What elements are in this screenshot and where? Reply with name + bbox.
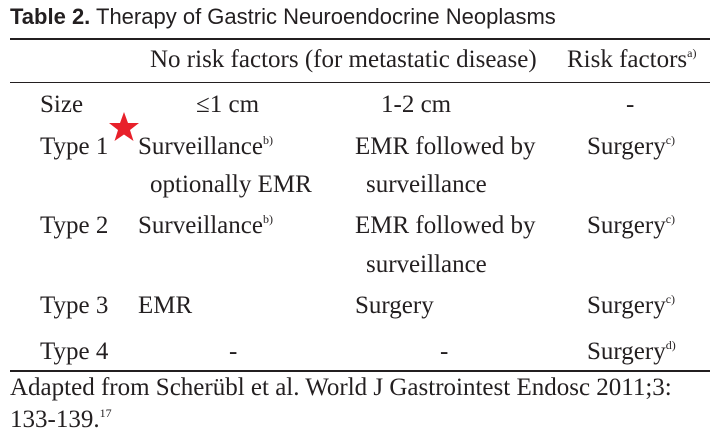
type4-col3-note: d)	[665, 338, 676, 352]
type1-col1-text: Surveillance	[138, 133, 263, 160]
top-rule	[10, 38, 710, 40]
type2-col1	[138, 207, 273, 245]
type2-col3-text: Surgery	[587, 212, 666, 239]
type2-col3-note: c)	[665, 212, 676, 226]
table-caption	[10, 4, 556, 30]
footnote-ref: 17	[99, 406, 112, 420]
header-rule	[10, 82, 710, 83]
header-risk-text: Risk factors	[567, 46, 688, 73]
caption-title: Therapy of Gastric Neuroendocrine Neoplasms	[90, 4, 556, 29]
size-col3: -	[626, 91, 635, 118]
header-no-risk	[150, 41, 537, 79]
type2-col1-note: b)	[262, 212, 273, 226]
type4-col2: -	[440, 338, 449, 365]
type2-col1-text: Surveillance	[138, 212, 263, 239]
caption-label: Table 2.	[10, 4, 91, 29]
footnote-text: Adapted from Scherübl et al. World J Gastrointest Endosc 2011;3: 133-139.	[10, 374, 672, 433]
type4-col3	[587, 333, 676, 371]
red-star-icon	[108, 111, 140, 143]
type1-col1-line2: optionally EMR	[150, 171, 312, 198]
type1-col3	[587, 128, 675, 166]
type2-col3	[587, 207, 675, 245]
type4-label: Type 4	[40, 338, 109, 365]
size-col2: 1-2 cm	[381, 91, 452, 118]
size-col1: ≤1 cm	[196, 91, 260, 118]
header-risk	[567, 41, 696, 79]
type4-col1: -	[229, 338, 238, 365]
type3-col3	[587, 287, 675, 325]
type2-label: Type 2	[40, 212, 109, 239]
type2-col2-line2: surveillance	[366, 251, 487, 278]
header-risk-note: a)	[687, 46, 697, 60]
type1-col3-text: Surgery	[587, 133, 666, 160]
type1-col1-note: b)	[262, 133, 273, 147]
type3-col3-note: c)	[665, 292, 676, 306]
type1-col1	[138, 128, 273, 166]
size-label: Size	[40, 91, 84, 118]
type1-col2: EMR followed by	[355, 133, 536, 160]
type1-col3-note: c)	[665, 133, 676, 147]
type2-col2: EMR followed by	[355, 212, 536, 239]
header-no-risk-text: No risk factors (for metastatic disease)	[150, 46, 537, 73]
type3-label: Type 3	[40, 292, 109, 319]
type3-col2: Surgery	[355, 292, 434, 319]
type3-col3-text: Surgery	[587, 292, 666, 319]
type1-col2-line2: surveillance	[366, 171, 487, 198]
type3-col1: EMR	[138, 292, 193, 319]
table-footnote	[10, 372, 710, 436]
type4-col3-text: Surgery	[587, 338, 666, 365]
type1-label: Type 1	[40, 133, 109, 160]
star-shape	[109, 112, 139, 141]
